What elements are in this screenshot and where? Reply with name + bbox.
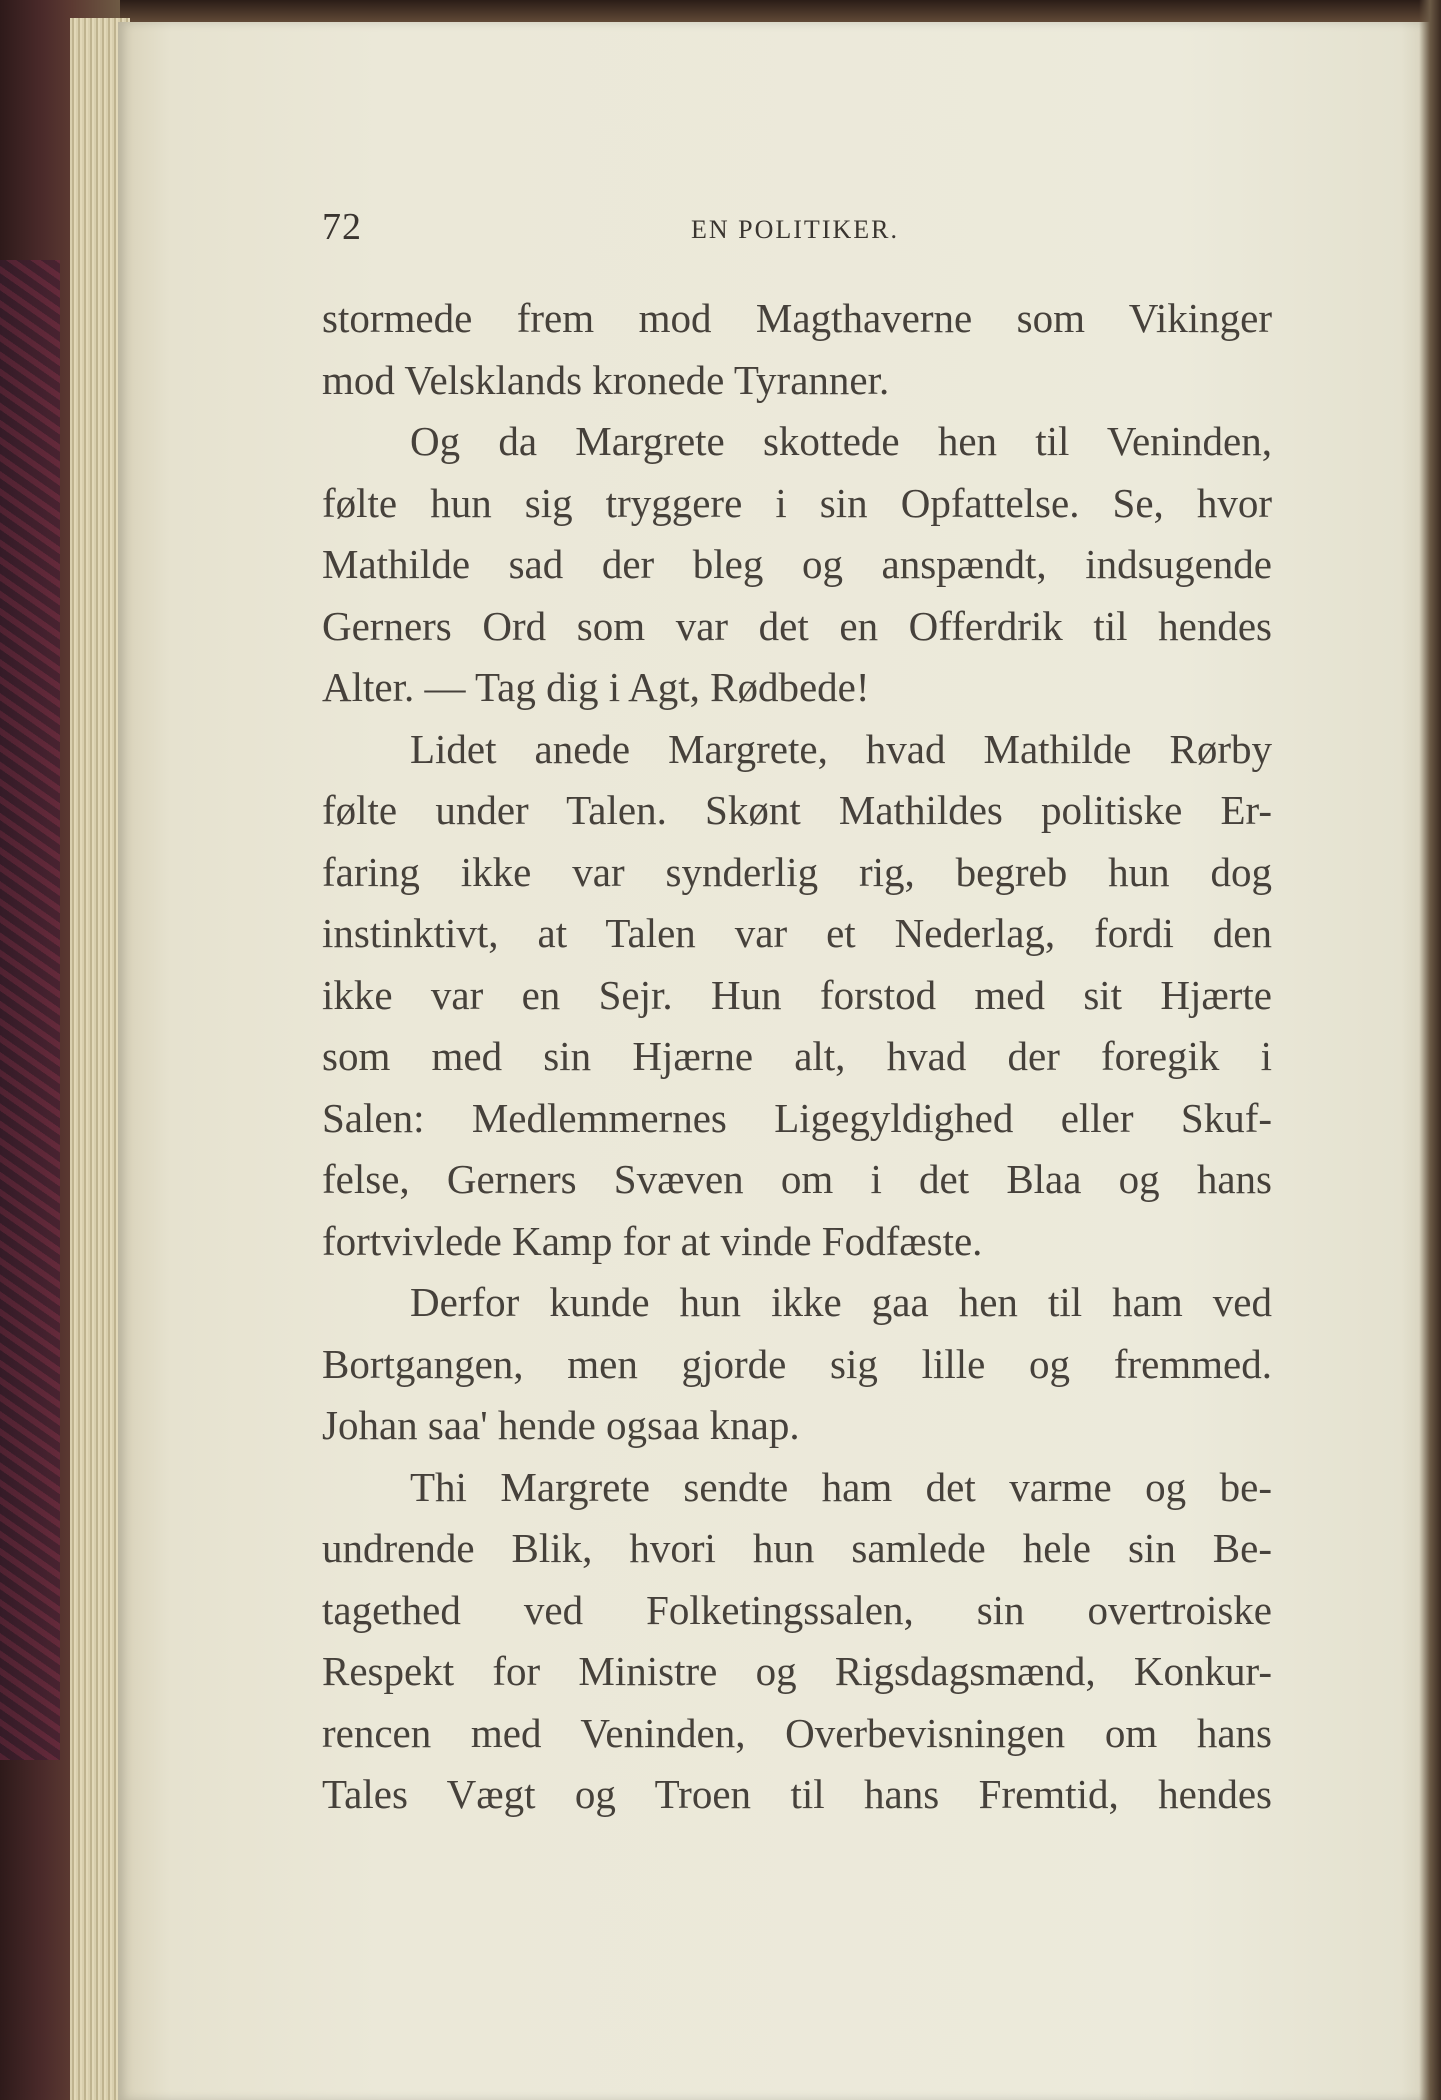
text-line: følte under Talen. Skønt Mathildes politiske Er- [322,787,1272,833]
text-line: Thi Margrete sendte ham det varme og be- [410,1463,1272,1510]
text-line: instinktivt, at Talen var et Nederlag, fordi den [322,910,1272,956]
text-line: Bortgangen, men gjorde sig lille og fremmed. [322,1340,1272,1387]
text-line: felse, Gerners Svæven om i det Blaa og hans [322,1156,1272,1202]
text-line: mod Velsklands kronede Tyranner. [322,356,890,403]
text-line: rencen med Veninden, Overbevisningen om hans [322,1709,1272,1756]
text-line: Respekt for Ministre og Rigsdagsmænd, Konkur- [322,1648,1272,1694]
text-line: stormede frem mod Magthaverne som Vikinger [322,295,1272,341]
body-text [322,288,1272,1826]
page-number: 72 [322,206,362,248]
text-line: Salen: Medlemmernes Ligegyldighed eller Skuf- [322,1094,1272,1141]
text-line: Og da Margrete skottede hen til Veninden, [410,418,1272,464]
text-line: som med sin Hjærne alt, hvad der foregik i [322,1033,1272,1079]
text-line: Mathilde sad der bleg og anspændt, indsugende [322,541,1272,587]
page-right-shadow [1419,0,1441,2100]
text-line: Lidet anede Margrete, hvad Mathilde Rørby [410,725,1272,772]
text-line: Gerners Ord som var det en Offerdrik til hendes [322,602,1272,649]
text-line: Derfor kunde hun ikke gaa hen til ham ved [410,1279,1272,1325]
page-header [322,205,1268,255]
text-line: følte hun sig tryggere i sin Opfattelse. Se, hvor [322,479,1272,526]
text-line: Tales Vægt og Troen til hans Fremtid, hendes [322,1771,1272,1817]
book-cover-leather [0,260,60,1760]
running-head: EN POLITIKER. [691,215,899,244]
text-line: Alter. — Tag dig i Agt, Rødbede! [322,664,870,710]
text-line: faring ikke var synderlig rig, begreb hun dog [322,848,1272,895]
text-line: ikke var en Sejr. Hun forstod med sit Hjærte [322,971,1272,1018]
text-line: fortvivlede Kamp for at vinde Fodfæste. [322,1217,983,1264]
text-line: tagethed ved Folketingssalen, sin overtroiske [322,1586,1272,1633]
text-line: Johan saa' hende ogsaa knap. [322,1402,800,1448]
text-line: undrende Blik, hvori hun samlede hele sin Be- [322,1525,1272,1571]
